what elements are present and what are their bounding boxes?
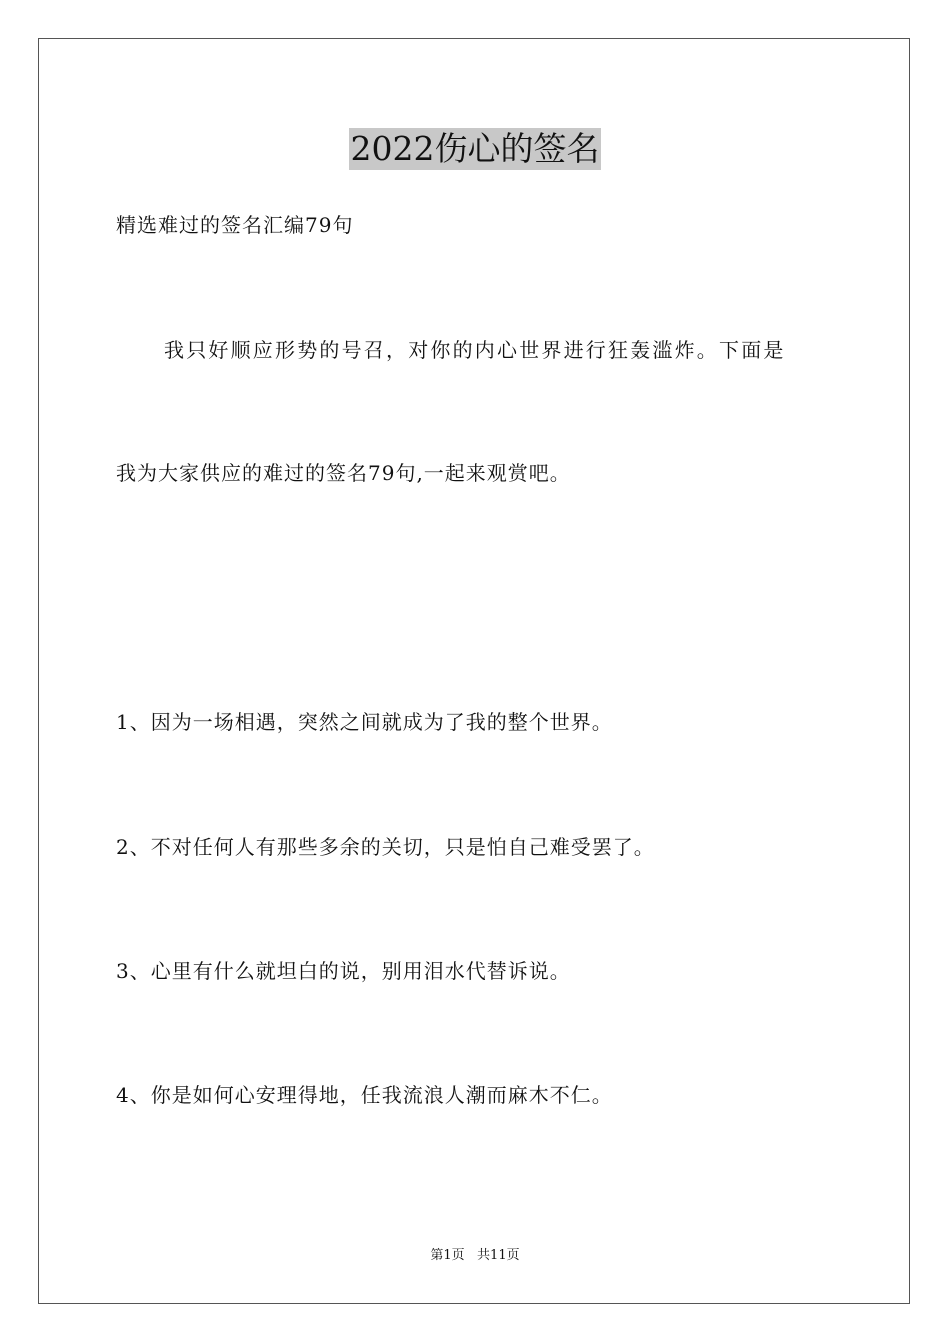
title-container bbox=[0, 128, 950, 170]
intro-paragraph-line-2: 我为大家供应的难过的签名79句,一起来观赏吧。 bbox=[116, 461, 571, 485]
list-item: 2、不对任何人有那些多余的关切，只是怕自己难受罢了。 bbox=[116, 835, 655, 859]
list-item: 4、你是如何心安理得地，任我流浪人潮而麻木不仁。 bbox=[116, 1083, 613, 1107]
document-title: 2022伤心的签名 bbox=[350, 129, 600, 168]
list-item: 1、因为一场相遇，突然之间就成为了我的整个世界。 bbox=[116, 710, 613, 734]
page-footer: 第1页 共11页 bbox=[430, 1248, 520, 1263]
list-item: 3、心里有什么就坦白的说，别用泪水代替诉说。 bbox=[116, 959, 571, 983]
document-subtitle: 精选难过的签名汇编79句 bbox=[116, 213, 354, 237]
intro-paragraph-line-1: 我只好顺应形势的号召，对你的内心世界进行狂轰滥炸。下面是 bbox=[164, 338, 786, 362]
